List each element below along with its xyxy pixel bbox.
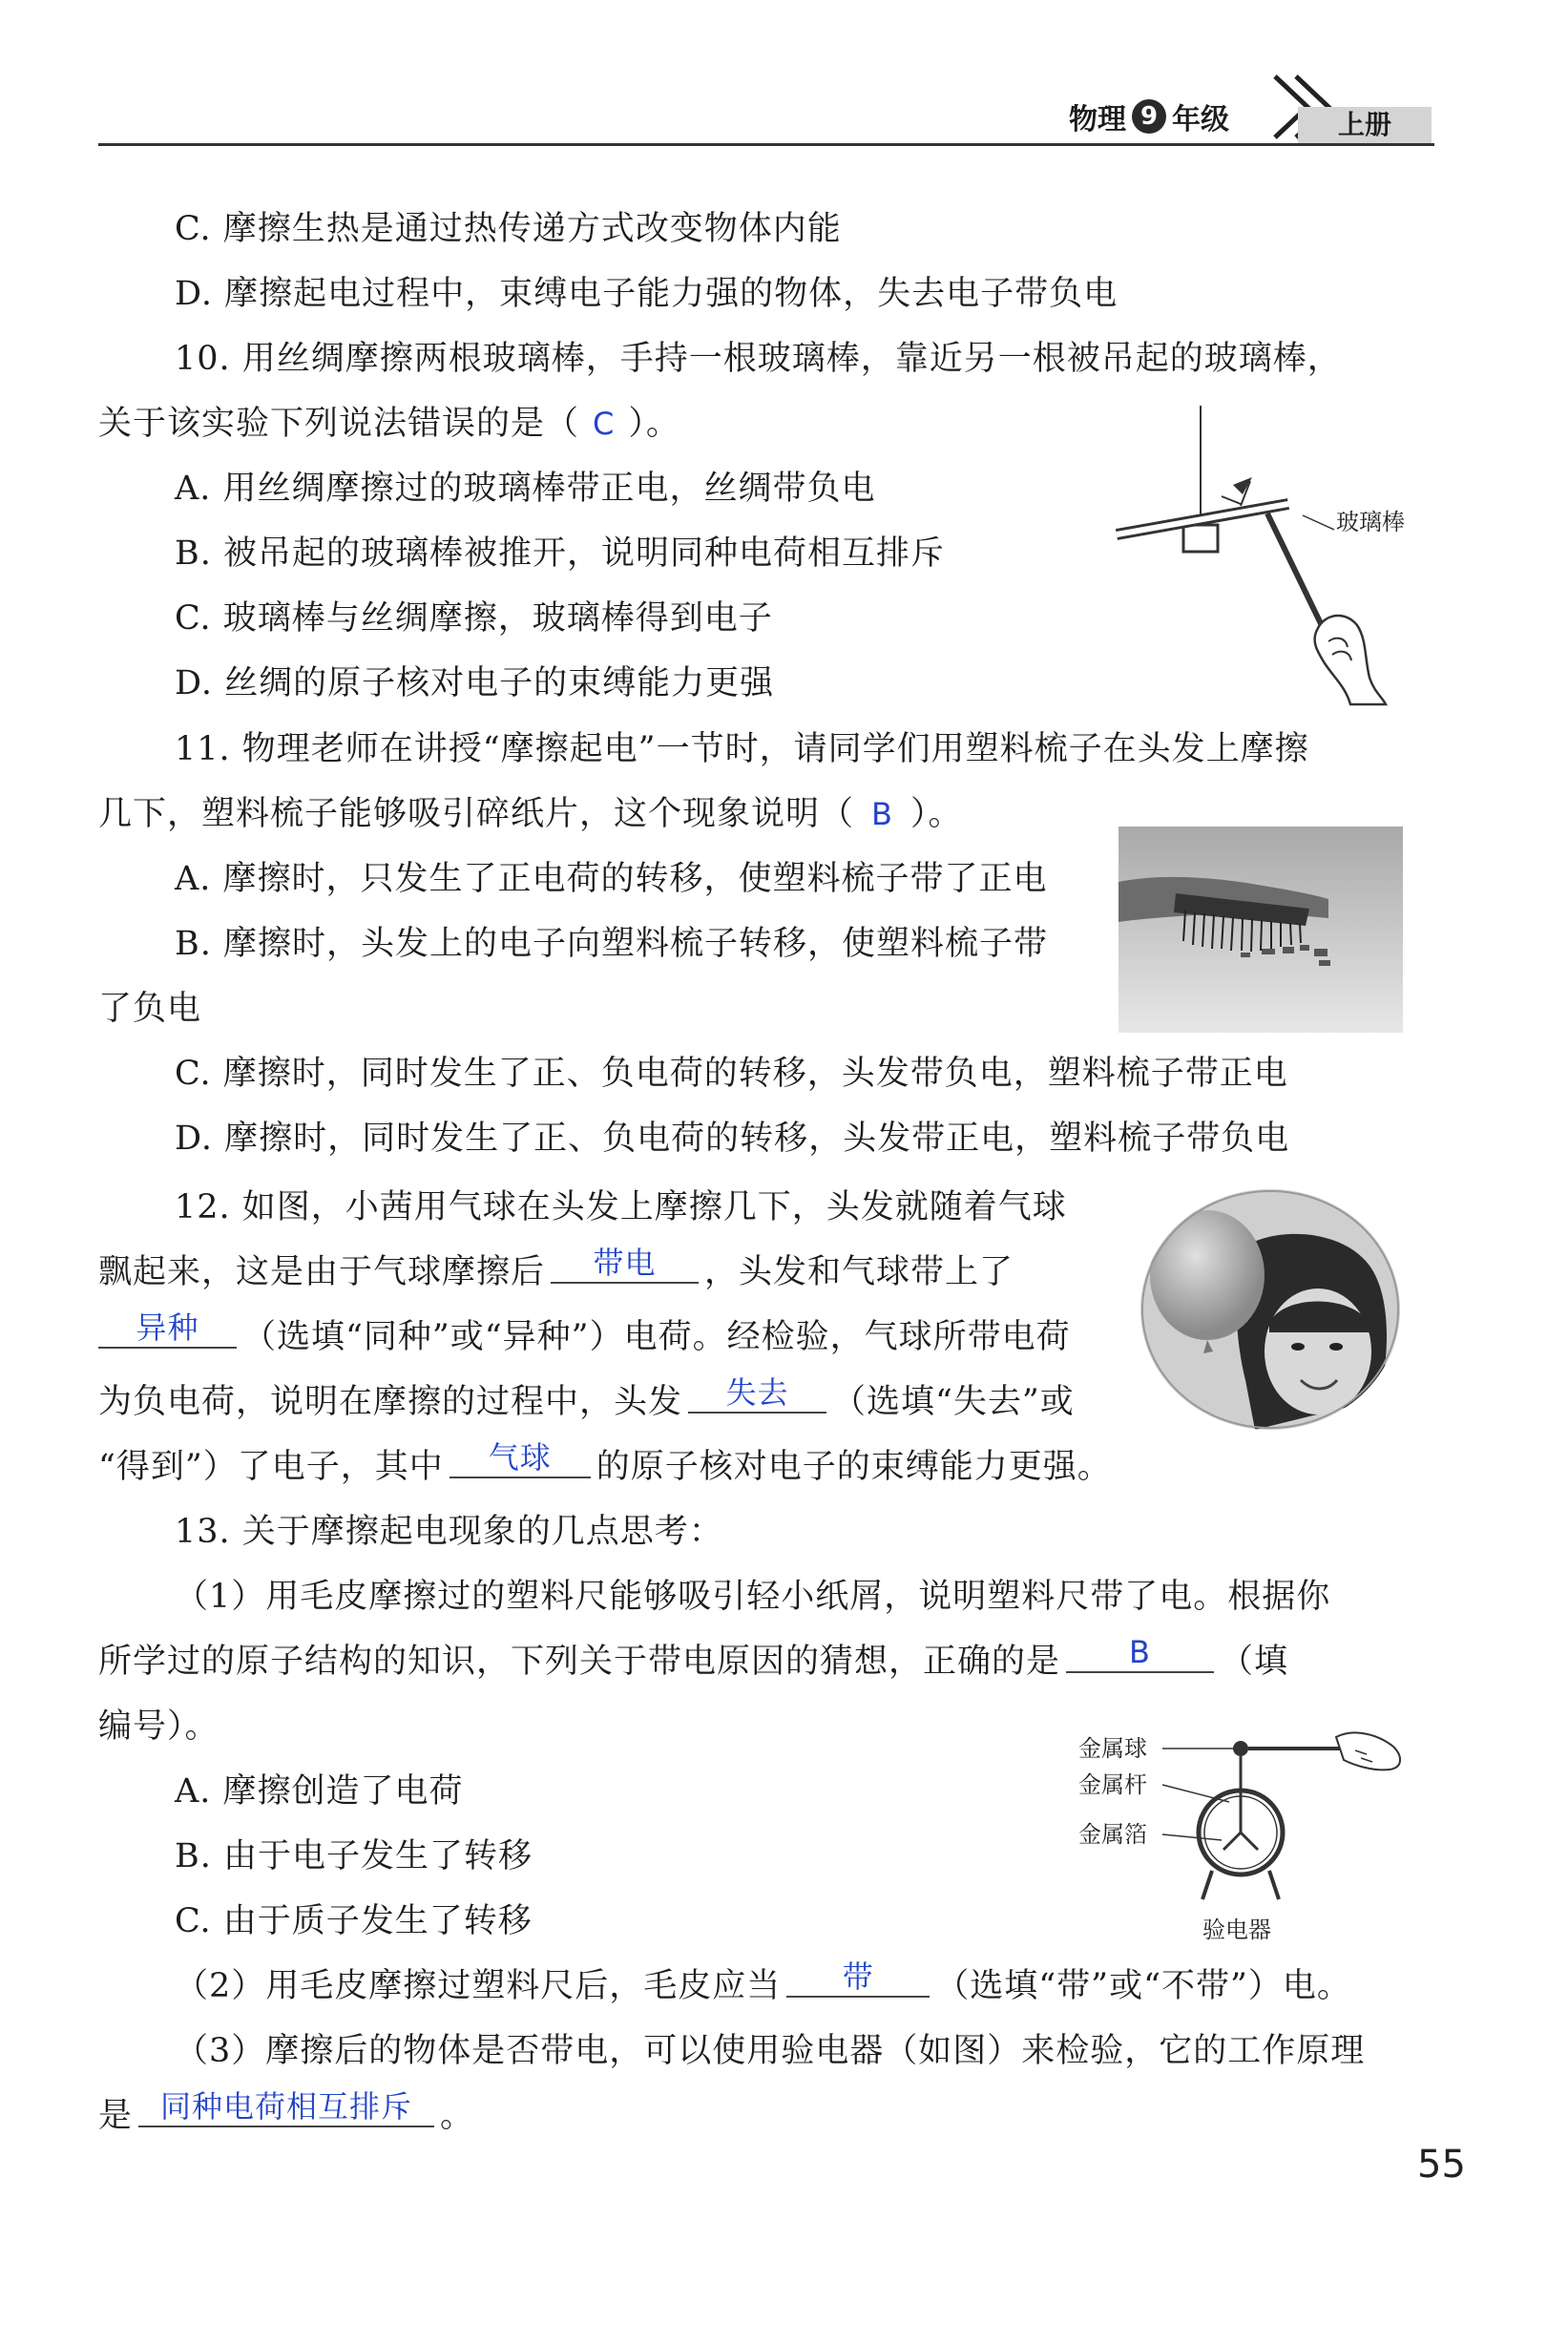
q13-option-a: A. 摩擦创造了电荷 bbox=[175, 1772, 464, 1811]
q10-answer: C bbox=[593, 406, 616, 442]
q12-line3-text: （选填“同种”或“异种”）电荷。经检验，气球所带电荷 bbox=[242, 1318, 1071, 1356]
q13-part1-line3: 编号）。 bbox=[98, 1707, 220, 1746]
header-grade-suffix: 年级 bbox=[1172, 103, 1229, 136]
glass-rod-figure bbox=[1107, 401, 1412, 706]
q10-option-a: A. 用丝绸摩擦过的玻璃棒带正电，丝绸带负电 bbox=[175, 470, 876, 508]
q13-part1-text: 所学过的原子结构的知识，下列关于带电原因的猜想，正确的是 bbox=[98, 1643, 1061, 1681]
q12-blank-2: 异种 bbox=[98, 1309, 237, 1349]
q10-stem-text: 关于该实验下列说法错误的是（ bbox=[98, 405, 580, 443]
q13-part3-text: 是 bbox=[98, 2097, 134, 2135]
q10-stem-line1: 10. 用丝绸摩擦两根玻璃棒，手持一根玻璃棒，靠近另一根被吊起的玻璃棒， bbox=[175, 340, 1342, 378]
q13-option-c: C. 由于质子发生了转移 bbox=[175, 1902, 533, 1940]
q13-part1-line1: （1）用毛皮摩擦过的塑料尺能够吸引轻小纸屑，说明塑料尺带了电。根据你 bbox=[175, 1578, 1331, 1616]
q10-option-c: C. 玻璃棒与丝绸摩擦，玻璃棒得到电子 bbox=[175, 599, 773, 638]
q13-part3-line2 bbox=[98, 2088, 1434, 2138]
balloon-icon bbox=[1150, 1210, 1265, 1340]
comb-photo bbox=[1119, 827, 1403, 1033]
metal-foil bbox=[1223, 1815, 1258, 1850]
q12-line5-text: “得到”）了电子，其中 bbox=[98, 1448, 444, 1486]
header-subject: 物理 bbox=[1069, 103, 1126, 136]
electroscope-ball-label: 金属球 bbox=[1078, 1735, 1147, 1762]
page-header bbox=[1069, 95, 1229, 137]
q12-blank-4: 气球 bbox=[449, 1438, 591, 1478]
q12-line4-text: 为负电荷，说明在摩擦的过程中，头发 bbox=[98, 1383, 683, 1421]
q12-blank-3: 失去 bbox=[688, 1373, 826, 1414]
q9-option-c: C. 摩擦生热是通过热传递方式改变物体内能 bbox=[175, 210, 842, 248]
q10-option-b: B. 被吊起的玻璃棒被推开，说明同种电荷相互排斥 bbox=[175, 534, 945, 573]
q11-option-b-line1: B. 摩擦时，头发上的电子向塑料梳子转移，使塑料梳子带 bbox=[175, 925, 1048, 963]
q13-part2 bbox=[175, 1958, 1434, 2008]
q12-line2-end: ，头发和气球带上了 bbox=[704, 1253, 1014, 1291]
q10-stem-end: ）。 bbox=[628, 405, 680, 443]
q13-blank-3: 同种电荷相互排斥 bbox=[138, 2087, 434, 2127]
hand-icon bbox=[1315, 616, 1386, 704]
electroscope-caption: 验电器 bbox=[1202, 1917, 1271, 1943]
q12-line5-end: 的原子核对电子的束缚能力更强。 bbox=[596, 1448, 1112, 1486]
glass-rod-label: 玻璃棒 bbox=[1336, 509, 1405, 535]
q11-stem-line1: 11. 物理老师在讲授“摩擦起电”一节时，请同学们用塑料梳子在头发上摩擦 bbox=[175, 730, 1309, 768]
q9-option-d: D. 摩擦起电过程中，束缚电子能力强的物体，失去电子带负电 bbox=[175, 275, 1119, 313]
electroscope-rod-label: 金属杆 bbox=[1078, 1771, 1147, 1798]
q13-option-b: B. 由于电子发生了转移 bbox=[175, 1837, 533, 1875]
q13-stem: 13. 关于摩擦起电现象的几点思考： bbox=[175, 1513, 723, 1551]
q12-line5 bbox=[98, 1439, 1434, 1489]
q10-option-d: D. 丝绸的原子核对电子的束缚能力更强 bbox=[175, 664, 775, 702]
q13-part3-end: 。 bbox=[440, 2097, 475, 2135]
q13-part1-end: （填 bbox=[1220, 1643, 1289, 1681]
electroscope-foil-label: 金属箔 bbox=[1078, 1821, 1147, 1848]
rod-holder bbox=[1183, 525, 1218, 552]
header-volume: 上册 bbox=[1298, 107, 1432, 143]
hand-icon bbox=[1336, 1732, 1400, 1770]
metal-ball-icon bbox=[1233, 1741, 1248, 1756]
balloon-girl-photo bbox=[1140, 1189, 1400, 1430]
q11-stem-end: ）。 bbox=[909, 795, 963, 833]
q11-option-a: A. 摩擦时，只发生了正电荷的转移，使塑料梳子带了正电 bbox=[175, 860, 1048, 898]
q11-option-b-line2: 了负电 bbox=[98, 990, 202, 1028]
q12-line4-end: （选填“失去”或 bbox=[832, 1383, 1075, 1421]
q13-part2-end: （选填“带”或“不带”）电。 bbox=[935, 1967, 1351, 2005]
header-grade-number: 9 bbox=[1132, 99, 1166, 134]
q12-line2-text: 飘起来，这是由于气球摩擦后 bbox=[98, 1253, 546, 1291]
q13-part3-line1: （3）摩擦后的物体是否带电，可以使用验电器（如图）来检验，它的工作原理 bbox=[175, 2032, 1366, 2070]
q11-option-c: C. 摩擦时，同时发生了正、负电荷的转移，头发带负电，塑料梳子带正电 bbox=[175, 1055, 1288, 1093]
q12-blank-1: 带电 bbox=[551, 1244, 699, 1284]
held-rod bbox=[1267, 513, 1328, 639]
page-number: 55 bbox=[1417, 2143, 1466, 2187]
q13-part2-text: （2）用毛皮摩擦过塑料尺后，毛皮应当 bbox=[175, 1967, 782, 2005]
q11-answer: B bbox=[871, 796, 893, 832]
header-divider bbox=[98, 143, 1434, 146]
q13-part1-line2 bbox=[98, 1634, 1434, 1684]
q13-blank-2: 带 bbox=[786, 1958, 930, 1998]
q13-blank-1: B bbox=[1066, 1633, 1214, 1673]
q12-line1: 12. 如图，小茜用气球在头发上摩擦几下，头发就随着气球 bbox=[175, 1188, 1067, 1226]
electroscope-figure bbox=[1069, 1728, 1412, 1947]
q11-stem-text: 几下，塑料梳子能够吸引碎纸片，这个现象说明（ bbox=[98, 795, 855, 833]
q11-option-d: D. 摩擦时，同时发生了正、负电荷的转移，头发带正电，塑料梳子带负电 bbox=[175, 1120, 1290, 1158]
